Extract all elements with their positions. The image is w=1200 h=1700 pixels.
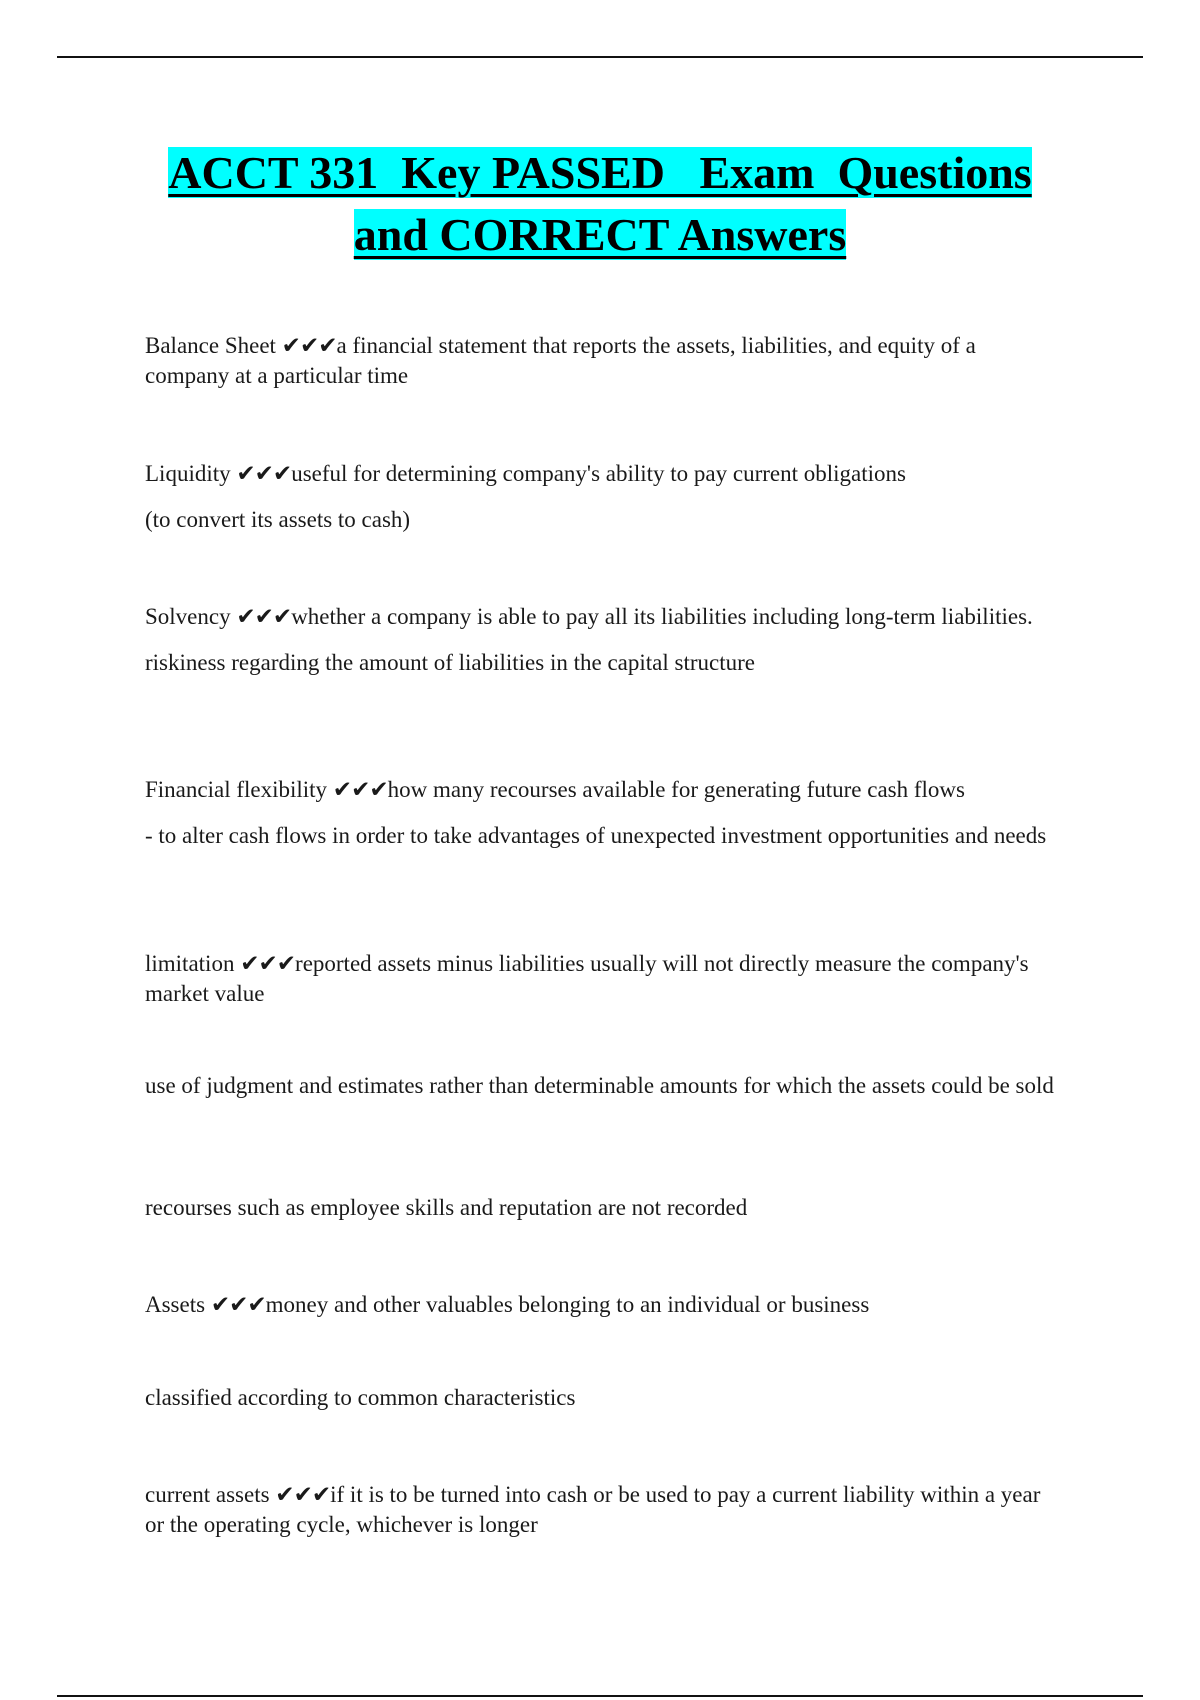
- definition: a financial statement that reports the assets, liabilities, and equity of a company at a particular time: [145, 333, 976, 388]
- definition: money and other valuables belonging to an individual or business: [265, 1292, 870, 1317]
- qa-line: [145, 1290, 1060, 1320]
- qa-line: [145, 775, 1060, 805]
- qa-entry-current-assets: [145, 1480, 1060, 1540]
- qa-entry-financial-flexibility: [145, 775, 1060, 851]
- checkmark-icon: ✔✔✔: [332, 777, 388, 802]
- qa-line: [145, 949, 1060, 1009]
- title-line-2: and CORRECT Answers: [353, 209, 847, 260]
- term: Financial flexibility: [145, 777, 333, 802]
- qa-line: [145, 1480, 1060, 1540]
- term: limitation: [145, 951, 241, 976]
- qa-entry-assets: [145, 1290, 1060, 1320]
- definition: how many recourses available for generating future cash flows: [387, 777, 965, 802]
- definition: useful for determining company's ability to pay current obligations: [291, 461, 906, 486]
- term: Balance Sheet: [145, 333, 282, 358]
- term: Liquidity: [145, 461, 237, 486]
- checkmark-icon: ✔✔✔: [236, 461, 292, 486]
- checkmark-icon: ✔✔✔: [275, 1482, 331, 1507]
- qa-entry-judgment: [145, 1071, 1060, 1101]
- definition: whether a company is able to pay all its liabilities including long-term liabilities.: [291, 604, 1033, 629]
- term: current assets: [145, 1482, 276, 1507]
- qa-line: [145, 602, 1060, 632]
- extra-line: riskiness regarding the amount of liabilities in the capital structure: [145, 650, 755, 675]
- checkmark-icon: ✔✔✔: [236, 604, 292, 629]
- title-line-1: ACCT 331 Key PASSED Exam Questions: [168, 147, 1032, 198]
- term: Assets: [145, 1292, 211, 1317]
- extra-line: - to alter cash flows in order to take advantages of unexpected investment opportunities and needs: [145, 823, 1047, 848]
- qa-line: use of judgment and estimates rather than determinable amounts for which the assets could be sold: [145, 1073, 1054, 1098]
- qa-line: [145, 459, 1060, 489]
- checkmark-icon: ✔✔✔: [210, 1292, 266, 1317]
- qa-line: recourses such as employee skills and reputation are not recorded: [145, 1195, 748, 1220]
- qa-entry-classified: [145, 1383, 1060, 1413]
- footer-rule: [57, 1695, 1143, 1697]
- definition: if it is to be turned into cash or be used to pay a current liability within a year or the operating cycle, whichever is longer: [145, 1482, 1041, 1537]
- qa-entry-recourses: [145, 1193, 1060, 1223]
- qa-line: classified according to common characteristics: [145, 1385, 576, 1410]
- checkmark-icon: ✔✔✔: [281, 333, 337, 358]
- extra-line: (to convert its assets to cash): [145, 507, 411, 532]
- definition: reported assets minus liabilities usually will not directly measure the company's market value: [145, 951, 1029, 1006]
- term: Solvency: [145, 604, 237, 629]
- qa-line: [145, 331, 1060, 391]
- qa-entry-limitation: [145, 949, 1060, 1009]
- checkmark-icon: ✔✔✔: [240, 951, 296, 976]
- qa-entry-liquidity: [145, 459, 1060, 535]
- header-rule: [57, 56, 1143, 58]
- document-title: [145, 142, 1055, 266]
- qa-entry-balance-sheet: [145, 331, 1060, 391]
- qa-entry-solvency: [145, 602, 1060, 678]
